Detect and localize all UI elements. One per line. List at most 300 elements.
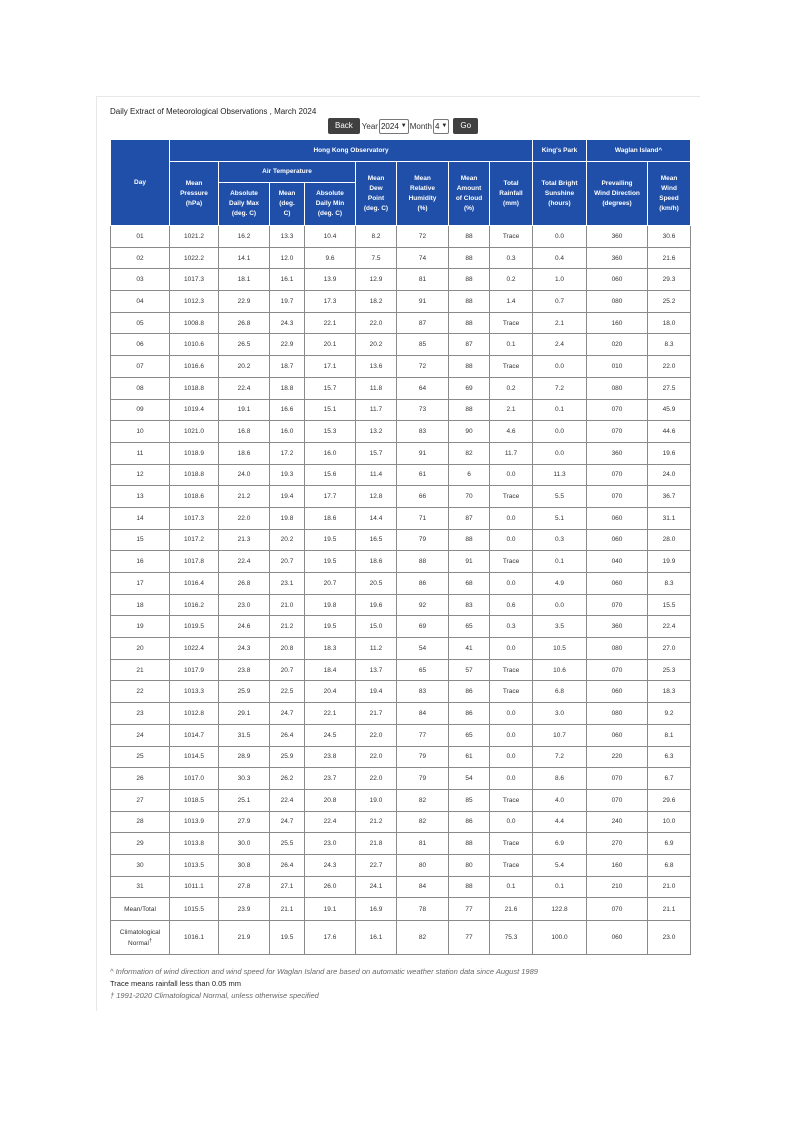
table-cell: 16.5	[356, 529, 397, 551]
table-cell: 0.3	[490, 247, 533, 269]
table-cell: 21.1	[270, 898, 305, 921]
table-cell: 6.8	[648, 854, 691, 876]
table-cell: 070	[587, 898, 648, 921]
header-kings-park: King's Park	[533, 140, 587, 162]
header-waglan: Waglan Island^	[587, 140, 691, 162]
table-body	[111, 226, 691, 955]
table-cell: 360	[587, 226, 648, 248]
table-cell: 1017.3	[170, 507, 219, 529]
table-cell: 30.3	[219, 768, 270, 790]
table-cell: 15.1	[305, 399, 356, 421]
table-row	[111, 442, 691, 464]
table-cell: 11.7	[356, 399, 397, 421]
table-cell: 22.0	[356, 724, 397, 746]
table-cell: 0.0	[490, 638, 533, 660]
table-cell: 80	[397, 854, 449, 876]
table-cell: 21.8	[356, 833, 397, 855]
table-cell: 21.2	[270, 616, 305, 638]
table-cell: 22.0	[356, 768, 397, 790]
table-cell: 86	[449, 681, 490, 703]
table-cell: 11.3	[533, 464, 587, 486]
header-hko: Hong Kong Observatory	[170, 140, 533, 162]
table-cell: 19	[111, 616, 170, 638]
table-cell: Trace	[490, 854, 533, 876]
table-cell: 8.6	[533, 768, 587, 790]
header-text-line: Mean	[367, 174, 385, 182]
table-cell: 6	[449, 464, 490, 486]
table-cell: 23.9	[219, 898, 270, 921]
table-cell: 73	[397, 399, 449, 421]
header-text-line: Amount	[456, 184, 482, 192]
table-cell: 31	[111, 876, 170, 898]
table-cell: 29.6	[648, 789, 691, 811]
table-cell: 84	[397, 703, 449, 725]
table-cell: 060	[587, 921, 648, 955]
table-cell: 0.0	[490, 573, 533, 595]
table-cell: 0.0	[533, 226, 587, 248]
header-wind-speed	[648, 162, 691, 226]
table-cell: 0.1	[490, 876, 533, 898]
table-cell: 270	[587, 833, 648, 855]
table-cell: 23.1	[270, 573, 305, 595]
table-cell: 61	[397, 464, 449, 486]
table-cell: 31.5	[219, 724, 270, 746]
table-cell: 16	[111, 551, 170, 573]
table-row	[111, 464, 691, 486]
table-cell: 1014.5	[170, 746, 219, 768]
table-cell: 1018.9	[170, 442, 219, 464]
table-cell: 19.3	[270, 464, 305, 486]
table-cell: 18.2	[356, 291, 397, 313]
header-text-line: Total Bright	[541, 179, 578, 187]
table-cell: 16.0	[305, 442, 356, 464]
table-cell: 13.3	[270, 226, 305, 248]
header-daily-min	[305, 183, 356, 226]
header-text-line: Humidity	[408, 194, 437, 202]
table-cell: 30.0	[219, 833, 270, 855]
header-text-line: (km/h)	[659, 204, 679, 212]
table-cell: 16.0	[270, 421, 305, 443]
table-cell: 18.1	[219, 269, 270, 291]
table-cell: 2.4	[533, 334, 587, 356]
table-cell: 1017.9	[170, 659, 219, 681]
table-cell: 20.7	[270, 551, 305, 573]
table-cell: 26.4	[270, 854, 305, 876]
table-cell: 3.5	[533, 616, 587, 638]
table-cell: 7.2	[533, 746, 587, 768]
table-row	[111, 594, 691, 616]
header-text-line: Daily Max	[229, 200, 259, 207]
table-cell: 69	[397, 616, 449, 638]
table-cell: 25.3	[648, 659, 691, 681]
table-cell: 100.0	[533, 921, 587, 955]
table-cell: 10.4	[305, 226, 356, 248]
table-cell: 070	[587, 464, 648, 486]
table-row	[111, 811, 691, 833]
table-cell: 11.8	[356, 377, 397, 399]
table-cell: 54	[449, 768, 490, 790]
header-text-line: Mean	[185, 179, 203, 187]
table-cell: 15	[111, 529, 170, 551]
table-cell: 070	[587, 486, 648, 508]
table-cell: 83	[449, 594, 490, 616]
table-cell: 20.2	[356, 334, 397, 356]
table-cell: 25.9	[270, 746, 305, 768]
climatological-label: Climatological Normal†	[111, 921, 170, 955]
table-cell: 16.1	[356, 921, 397, 955]
table-row	[111, 312, 691, 334]
table-cell: 18.7	[270, 356, 305, 378]
table-cell: 22.1	[305, 312, 356, 334]
table-cell: 72	[397, 356, 449, 378]
table-cell: 1016.4	[170, 573, 219, 595]
table-cell: 22.5	[270, 681, 305, 703]
table-cell: 1018.8	[170, 377, 219, 399]
table-cell: 1021.2	[170, 226, 219, 248]
table-cell: 36.7	[648, 486, 691, 508]
table-cell: 0.2	[490, 269, 533, 291]
table-cell: 10.7	[533, 724, 587, 746]
table-cell: 360	[587, 616, 648, 638]
table-cell: 6.3	[648, 746, 691, 768]
table-cell: 8.2	[356, 226, 397, 248]
header-text-line: Mean	[460, 174, 478, 182]
header-text-line: (deg. C)	[317, 210, 343, 217]
table-cell: 21.9	[219, 921, 270, 955]
table-cell: 28	[111, 811, 170, 833]
table-cell: 22.9	[219, 291, 270, 313]
table-cell: 18.6	[219, 442, 270, 464]
table-cell: 080	[587, 377, 648, 399]
table-row	[111, 789, 691, 811]
table-cell: 080	[587, 638, 648, 660]
table-cell: 1012.8	[170, 703, 219, 725]
table-cell: 29.1	[219, 703, 270, 725]
table-cell: 0.1	[533, 551, 587, 573]
table-cell: 85	[449, 789, 490, 811]
table-cell: 17.6	[305, 921, 356, 955]
table-cell: 20.8	[305, 789, 356, 811]
table-cell: 21	[111, 659, 170, 681]
header-wind-direction	[587, 162, 648, 226]
table-cell: 1017.3	[170, 269, 219, 291]
table-cell: 13.6	[356, 356, 397, 378]
header-daily-max	[219, 183, 270, 226]
header-text-line: Absolute	[230, 190, 258, 197]
table-cell: 0.2	[490, 377, 533, 399]
table-cell: 10.6	[533, 659, 587, 681]
table-cell: 15.3	[305, 421, 356, 443]
table-cell: 22.4	[270, 789, 305, 811]
header-text-line: Rainfall	[499, 189, 523, 197]
header-sunshine	[533, 162, 587, 226]
table-cell: 25.5	[270, 833, 305, 855]
table-cell: Trace	[490, 789, 533, 811]
table-cell: 0.4	[533, 247, 587, 269]
table-cell: 27.1	[270, 876, 305, 898]
go-button[interactable]: Go	[453, 118, 478, 134]
header-text-line: Wind	[661, 184, 677, 192]
table-cell: 0.3	[490, 616, 533, 638]
table-cell: 23.8	[219, 659, 270, 681]
table-cell: 5.5	[533, 486, 587, 508]
table-cell: 15.0	[356, 616, 397, 638]
table-cell: 0.0	[533, 356, 587, 378]
table-cell: 19.8	[305, 594, 356, 616]
table-cell: 45.9	[648, 399, 691, 421]
table-cell: 23.0	[648, 921, 691, 955]
year-value: 2024	[380, 121, 399, 131]
table-cell: 26.8	[219, 312, 270, 334]
header-mean-temp	[270, 183, 305, 226]
table-cell: 88	[397, 551, 449, 573]
header-text-line: Pressure	[180, 189, 208, 197]
table-row	[111, 854, 691, 876]
table-cell: 20.8	[270, 638, 305, 660]
table-cell: 05	[111, 312, 170, 334]
table-cell: 27.9	[219, 811, 270, 833]
table-cell: 26.4	[270, 724, 305, 746]
table-row	[111, 507, 691, 529]
table-cell: 22.4	[305, 811, 356, 833]
table-cell: 360	[587, 442, 648, 464]
table-cell: 18.8	[270, 377, 305, 399]
table-cell: 08	[111, 377, 170, 399]
table-cell: 68	[449, 573, 490, 595]
table-cell: 060	[587, 573, 648, 595]
mean-total-row	[111, 898, 691, 921]
table-cell: 060	[587, 507, 648, 529]
table-cell: 85	[397, 334, 449, 356]
header-text-line: Point	[367, 194, 385, 202]
table-cell: 87	[449, 507, 490, 529]
header-text-line: (mm)	[503, 199, 519, 207]
table-row	[111, 703, 691, 725]
table-cell: 28.0	[648, 529, 691, 551]
table-row	[111, 247, 691, 269]
table-cell: 18.3	[648, 681, 691, 703]
table-cell: 4.4	[533, 811, 587, 833]
table-cell: 15.7	[305, 377, 356, 399]
table-row	[111, 421, 691, 443]
chevron-down-icon: ▼	[400, 122, 407, 129]
header-text-line: Mean	[414, 174, 431, 182]
table-cell: 0.0	[490, 746, 533, 768]
month-select[interactable]	[433, 119, 449, 134]
table-cell: 24.7	[270, 703, 305, 725]
header-text-line: (deg.	[279, 200, 295, 207]
table-cell: 22.0	[648, 356, 691, 378]
table-cell: 060	[587, 724, 648, 746]
table-cell: 75.3	[490, 921, 533, 955]
table-cell: 23.0	[305, 833, 356, 855]
header-text-line: Absolute	[316, 190, 344, 197]
table-cell: 24.3	[270, 312, 305, 334]
table-cell: 240	[587, 811, 648, 833]
header-pressure	[170, 162, 219, 226]
table-cell: 1018.8	[170, 464, 219, 486]
header-day: Day	[111, 140, 170, 226]
table-cell: 24.6	[219, 616, 270, 638]
header-text-line: Mean	[660, 174, 678, 182]
table-cell: 070	[587, 594, 648, 616]
table-cell: 1018.6	[170, 486, 219, 508]
table-cell: 14.1	[219, 247, 270, 269]
table-cell: 0.1	[533, 399, 587, 421]
table-cell: 25	[111, 746, 170, 768]
table-cell: 24.5	[305, 724, 356, 746]
table-cell: 03	[111, 269, 170, 291]
table-cell: 0.0	[533, 442, 587, 464]
table-cell: 21.0	[270, 594, 305, 616]
table-cell: 86	[397, 573, 449, 595]
header-text-line: Sunshine	[544, 189, 575, 197]
table-cell: 3.0	[533, 703, 587, 725]
table-row	[111, 833, 691, 855]
table-cell: 87	[397, 312, 449, 334]
table-cell: 210	[587, 876, 648, 898]
header-text-line: C)	[283, 210, 291, 217]
header-text-line: (%)	[417, 204, 428, 212]
table-cell: 5.4	[533, 854, 587, 876]
footnote-marker: †	[148, 937, 152, 944]
table-cell: 87	[449, 334, 490, 356]
header-text-line: of Cloud	[455, 194, 483, 202]
table-cell: 0.1	[490, 334, 533, 356]
table-row	[111, 768, 691, 790]
table-cell: 1019.4	[170, 399, 219, 421]
table-row	[111, 724, 691, 746]
table-cell: 24.1	[356, 876, 397, 898]
table-cell: 21.7	[356, 703, 397, 725]
table-cell: 22.1	[305, 703, 356, 725]
table-cell: 4.0	[533, 789, 587, 811]
table-cell: 13.2	[356, 421, 397, 443]
table-row	[111, 399, 691, 421]
table-cell: 77	[397, 724, 449, 746]
header-text-line: (deg. C)	[363, 204, 389, 212]
table-cell: Trace	[490, 681, 533, 703]
table-cell: 0.0	[490, 703, 533, 725]
table-cell: 30.6	[648, 226, 691, 248]
table-cell: 82	[397, 811, 449, 833]
table-cell: 88	[449, 226, 490, 248]
table-cell: 17	[111, 573, 170, 595]
table-cell: 71	[397, 507, 449, 529]
header-text-line: Prevailing	[601, 179, 633, 187]
table-cell: 22.7	[356, 854, 397, 876]
table-cell: 88	[449, 876, 490, 898]
table-row	[111, 573, 691, 595]
table-cell: 24.0	[219, 464, 270, 486]
table-cell: 19.4	[270, 486, 305, 508]
table-cell: 6.7	[648, 768, 691, 790]
table-cell: 19.1	[305, 898, 356, 921]
table-cell: 360	[587, 247, 648, 269]
table-cell: 79	[397, 768, 449, 790]
table-cell: 220	[587, 746, 648, 768]
table-cell: 19.5	[270, 921, 305, 955]
table-cell: 15.6	[305, 464, 356, 486]
table-cell: 27.0	[648, 638, 691, 660]
table-cell: 27	[111, 789, 170, 811]
table-cell: 20.2	[270, 529, 305, 551]
table-cell: 2.1	[490, 399, 533, 421]
table-row	[111, 638, 691, 660]
table-cell: 17.7	[305, 486, 356, 508]
table-cell: 91	[449, 551, 490, 573]
table-cell: 122.8	[533, 898, 587, 921]
table-cell: 1.4	[490, 291, 533, 313]
table-cell: 1016.6	[170, 356, 219, 378]
table-cell: 14.4	[356, 507, 397, 529]
table-cell: 22.0	[356, 312, 397, 334]
footnotes	[110, 966, 538, 1002]
table-cell: 060	[587, 269, 648, 291]
table-cell: 19.1	[219, 399, 270, 421]
table-cell: 18.3	[305, 638, 356, 660]
table-cell: 020	[587, 334, 648, 356]
table-cell: 77	[449, 898, 490, 921]
table-cell: 4.6	[490, 421, 533, 443]
table-cell: 24.0	[648, 464, 691, 486]
table-cell: 18.0	[648, 312, 691, 334]
table-cell: 82	[397, 789, 449, 811]
table-cell: 15.5	[648, 594, 691, 616]
table-cell: 1017.0	[170, 768, 219, 790]
table-cell: 5.1	[533, 507, 587, 529]
table-cell: 19.4	[356, 681, 397, 703]
table-cell: 69	[449, 377, 490, 399]
table-cell: 1015.5	[170, 898, 219, 921]
table-cell: 0.6	[490, 594, 533, 616]
trace-footnote: Trace means rainfall less than 0.05 mm	[110, 979, 242, 988]
table-cell: 29.3	[648, 269, 691, 291]
table-cell: 29	[111, 833, 170, 855]
normal-footnote: † 1991-2020 Climatological Normal, unless otherwise specified	[110, 991, 319, 1000]
table-row	[111, 356, 691, 378]
table-cell: 90	[449, 421, 490, 443]
table-cell: 25.9	[219, 681, 270, 703]
table-cell: 80	[449, 854, 490, 876]
table-cell: 060	[587, 681, 648, 703]
table-cell: 18.6	[356, 551, 397, 573]
table-cell: 13	[111, 486, 170, 508]
table-cell: 22.4	[648, 616, 691, 638]
table-cell: 24.3	[305, 854, 356, 876]
table-cell: 070	[587, 789, 648, 811]
table-cell: 18.6	[305, 507, 356, 529]
table-cell: 16.9	[356, 898, 397, 921]
table-cell: 28.9	[219, 746, 270, 768]
table-cell: 21.0	[648, 876, 691, 898]
table-cell: 070	[587, 399, 648, 421]
table-cell: 54	[397, 638, 449, 660]
table-cell: 88	[449, 833, 490, 855]
back-button[interactable]: Back	[328, 118, 360, 134]
table-cell: 26.8	[219, 573, 270, 595]
table-cell: 080	[587, 291, 648, 313]
table-cell: 41	[449, 638, 490, 660]
header-text-line: Relative	[410, 184, 435, 192]
table-cell: 19.9	[648, 551, 691, 573]
table-cell: 8.3	[648, 334, 691, 356]
page-title: Daily Extract of Meteorological Observations , March 2024	[110, 107, 317, 116]
table-cell: 1022.4	[170, 638, 219, 660]
table-cell: Mean/Total	[111, 898, 170, 921]
year-select[interactable]	[379, 119, 409, 134]
table-cell: 06	[111, 334, 170, 356]
